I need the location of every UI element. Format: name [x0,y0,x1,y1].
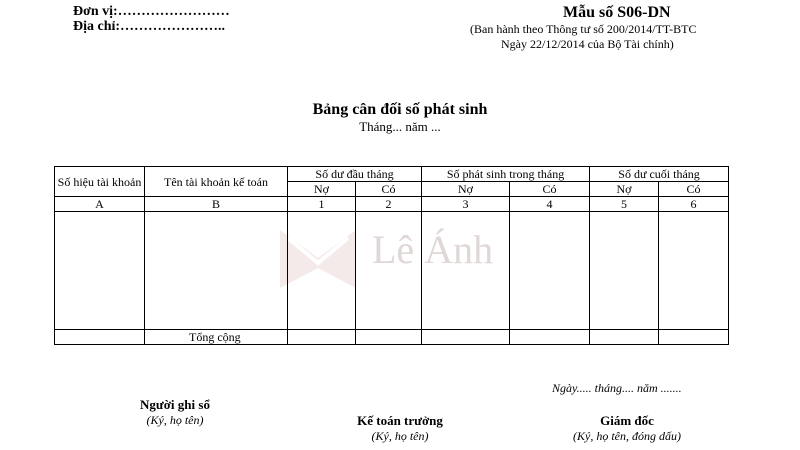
document-title: Bảng cân đối số phát sinh [312,101,488,118]
issued-date-note: Ngày 22/12/2014 của Bộ Tài chính) [501,37,674,51]
signature-recorder [120,397,230,428]
signature-chief-accountant [340,413,460,444]
header-credit: Có [510,182,590,197]
director-note: (Ký, họ tên, đóng dấu) [573,429,681,443]
signature-director [552,413,702,444]
recorder-note: (Ký, họ tên) [146,413,204,427]
table-cell [288,212,356,330]
table-cell [145,212,288,330]
column-code: 1 [288,197,356,212]
form-number: Mẫu số S06-DN [563,4,671,21]
column-code: 6 [659,197,729,212]
signature-date-line: Ngày..... tháng.... năm ....... [552,381,682,395]
header-debit: Nợ [288,182,356,197]
trial-balance-table [54,166,729,345]
issued-by-note: (Ban hành theo Thông tư số 200/2014/TT-BTC [470,22,697,36]
watermark-text: Lê Ánh [372,227,494,272]
column-code: 5 [590,197,659,212]
table-cell [356,330,422,345]
table-cell [422,330,510,345]
table-cell [659,330,729,345]
column-code: B [145,197,288,212]
table-cell [356,212,422,330]
table-cell [659,212,729,330]
recorder-role: Người ghi sổ [140,397,210,412]
table-cell [510,330,590,345]
accountant-note: (Ký, họ tên) [371,429,429,443]
unit-label: Đơn vị:…………………… [73,4,230,19]
column-code: 2 [356,197,422,212]
header-period-movement: Số phát sinh trong tháng [422,167,590,182]
header-debit: Nợ [422,182,510,197]
table-row [55,212,729,330]
header-opening-balance: Số dư đầu tháng [288,167,422,182]
table-cell [510,212,590,330]
table-cell [288,330,356,345]
director-role: Giám đốc [600,413,654,428]
header-account-no: Số hiệu tài khoản [55,167,145,197]
address-label: Địa chỉ:………………….. [73,19,226,34]
column-code: 3 [422,197,510,212]
header-debit: Nợ [590,182,659,197]
column-code: A [55,197,145,212]
document-period: Tháng... năm ... [359,119,441,134]
table-cell [590,330,659,345]
table-cell [55,330,145,345]
total-row [55,330,729,345]
table-cell [55,212,145,330]
table-cell [422,212,510,330]
header-credit: Có [356,182,422,197]
header-credit: Có [659,182,729,197]
accountant-role: Kế toán trưởng [357,413,443,428]
header-account-name: Tên tài khoản kế toán [145,167,288,197]
total-label: Tổng cộng [145,330,288,345]
column-code: 4 [510,197,590,212]
header-closing-balance: Số dư cuối tháng [590,167,729,182]
table-cell [590,212,659,330]
